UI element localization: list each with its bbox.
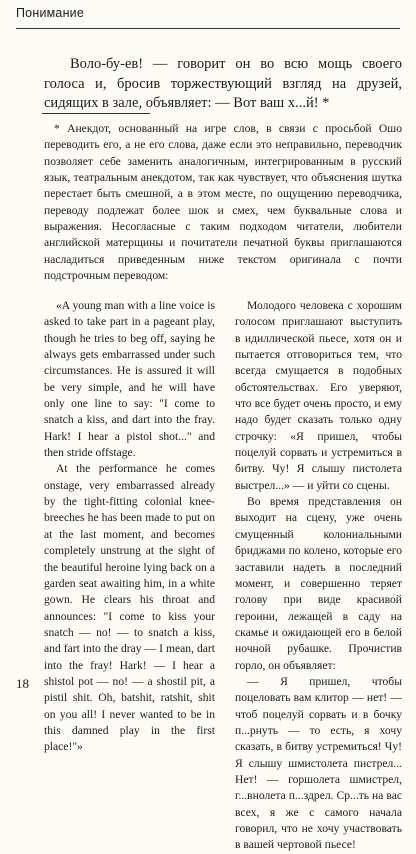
footnote [44,121,402,284]
russian-paragraph: Во время представления он выходит на сцену, уже очень смущенный колониальными бриджами по колено, которые его заставили надеть в последний момент, и совершенно теряет голову при виде красивой героини, лежащей в саду на скамье и ожидающей его в белой ночной рубашке. Прочистив горло, он объявляет: [235,495,402,672]
footnote-rule [42,113,150,114]
russian-paragraph: — Я пришел, чтобы поцеловать вам клитор — нет! — чтоб поцелуй сорвать и в бочку п...рнуть — то есть, я хочу сказать, в битву устремиться! Чу! Я слышу шмистолета пистрел... Нет! — горшолета шмистрел, г...внолета п...здрел. Ср...ть на вас всех, я же с самого начала говорил, что не хочу участвовать в вашей чертовой пьесе! [235,674,402,852]
english-column [44,298,215,756]
running-header [16,6,400,29]
intro-paragraph [44,55,402,114]
english-paragraph: At the performance he comes onstage, very embarrassed already by the tight-fitting colonial knee-breeches he has been made to put on at the last moment, and becomes completely unstrung at the sight of the beautiful heroine lying back on a garden seat awaiting him, in a white gown. He clears his throat and announces: "I come to kiss your snatch — no! — to snatch a kiss, and fart into the dray — I mean, dart into the fray! Hark! — I hear a shistol pot — no! — a shostil pit, a pistil shit. Oh, batshit, ratshit, shit on you all! I never wanted to be in this damned play in the first place!"» [44,462,215,754]
english-paragraph: «A young man with a line voice is asked to take part in a pageant play, though he tries to beg off, saying he always gets embarrassed under such circumstances. He is assured it will be very simple, and he will have only one line to say: "I come to snatch a kiss, and dart into the fray. Hark! I hear a pistol shot..." and then stride offstage. [44,299,215,460]
intro-text: Воло-бу-ев! — говорит он во всю мощь своего голоса и, бросив торжествующий взгляд на друзей, сидящих в зале, объявляет: — Вот ваш х...й! * [44,56,402,111]
page-number: 18 [16,676,29,691]
footnote-text: * Анекдот, основанный на игре слов, в связи с просьбой Ошо переводить его, а не его слова, даже если это неправильно, переводчик позволяет себе заменить аналогичным, интегрированным в русский язык, театральным анекдотом, так как чувствует, что объяснения шутка перестает быть смешной, а в этом месте, по ощущению переводчика, переводу подлежат более шок и смех, чем буквальные слова и выражения. Несогласные с таким подходом читатели, любители английской матерщины и почитатели печатной буквы приглашаются насладиться приведенным ниже текстом оригинала с почти подстрочным переводом: [44,122,402,283]
running-title: Понимание [16,6,85,20]
russian-column [235,298,402,854]
russian-paragraph: Молодого человека с хорошим голосом приглашают выступить в идиллической пьесе, хотя он и пытается отговориться тем, что всегда смущается в подобных обстоятельствах. Его уверяют, что все будет очень просто, и ему надо будет сказать только одну строчку: «Я пришел, чтобы поцелуй сорвать и устремиться в битву. Чу! Я слышу пистолета выстрел...» — и уйти со сцены. [235,299,402,492]
